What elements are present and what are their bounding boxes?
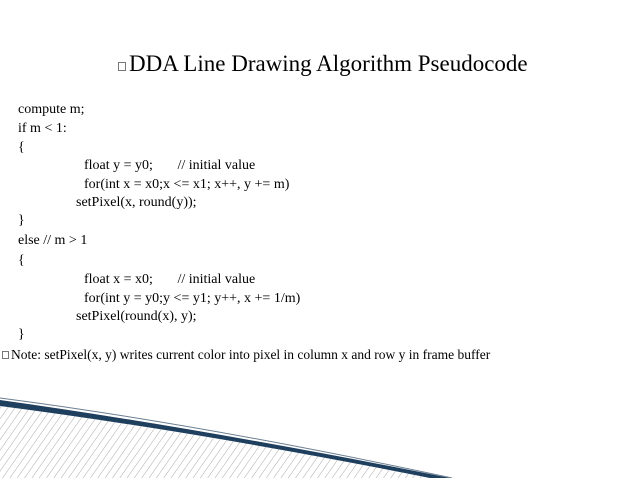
code-line: compute m;: [18, 102, 85, 117]
code-line: setPixel(x, round(y));: [76, 195, 197, 210]
code-line: setPixel(round(x), y);: [76, 309, 197, 324]
code-line: float y = y0; // initial value: [84, 158, 256, 173]
slide-title-text: DDA Line Drawing Algorithm Pseudocode: [129, 51, 528, 76]
code-line: {: [18, 140, 25, 155]
code-line: for(int x = x0;x <= x1; x++, y += m): [84, 177, 290, 192]
code-line: }: [18, 327, 25, 342]
code-line: for(int y = y0;y <= y1; y++, x += 1/m): [84, 291, 301, 306]
note-text: Note: setPixel(x, y) writes current color into pixel in column x and row y in frame buffer: [11, 347, 491, 362]
code-line: }: [18, 213, 25, 228]
code-line: else // m > 1: [18, 233, 88, 248]
code-line: float x = x0; // initial value: [84, 272, 256, 287]
code-line: {: [18, 253, 25, 268]
code-line: if m < 1:: [18, 121, 67, 136]
